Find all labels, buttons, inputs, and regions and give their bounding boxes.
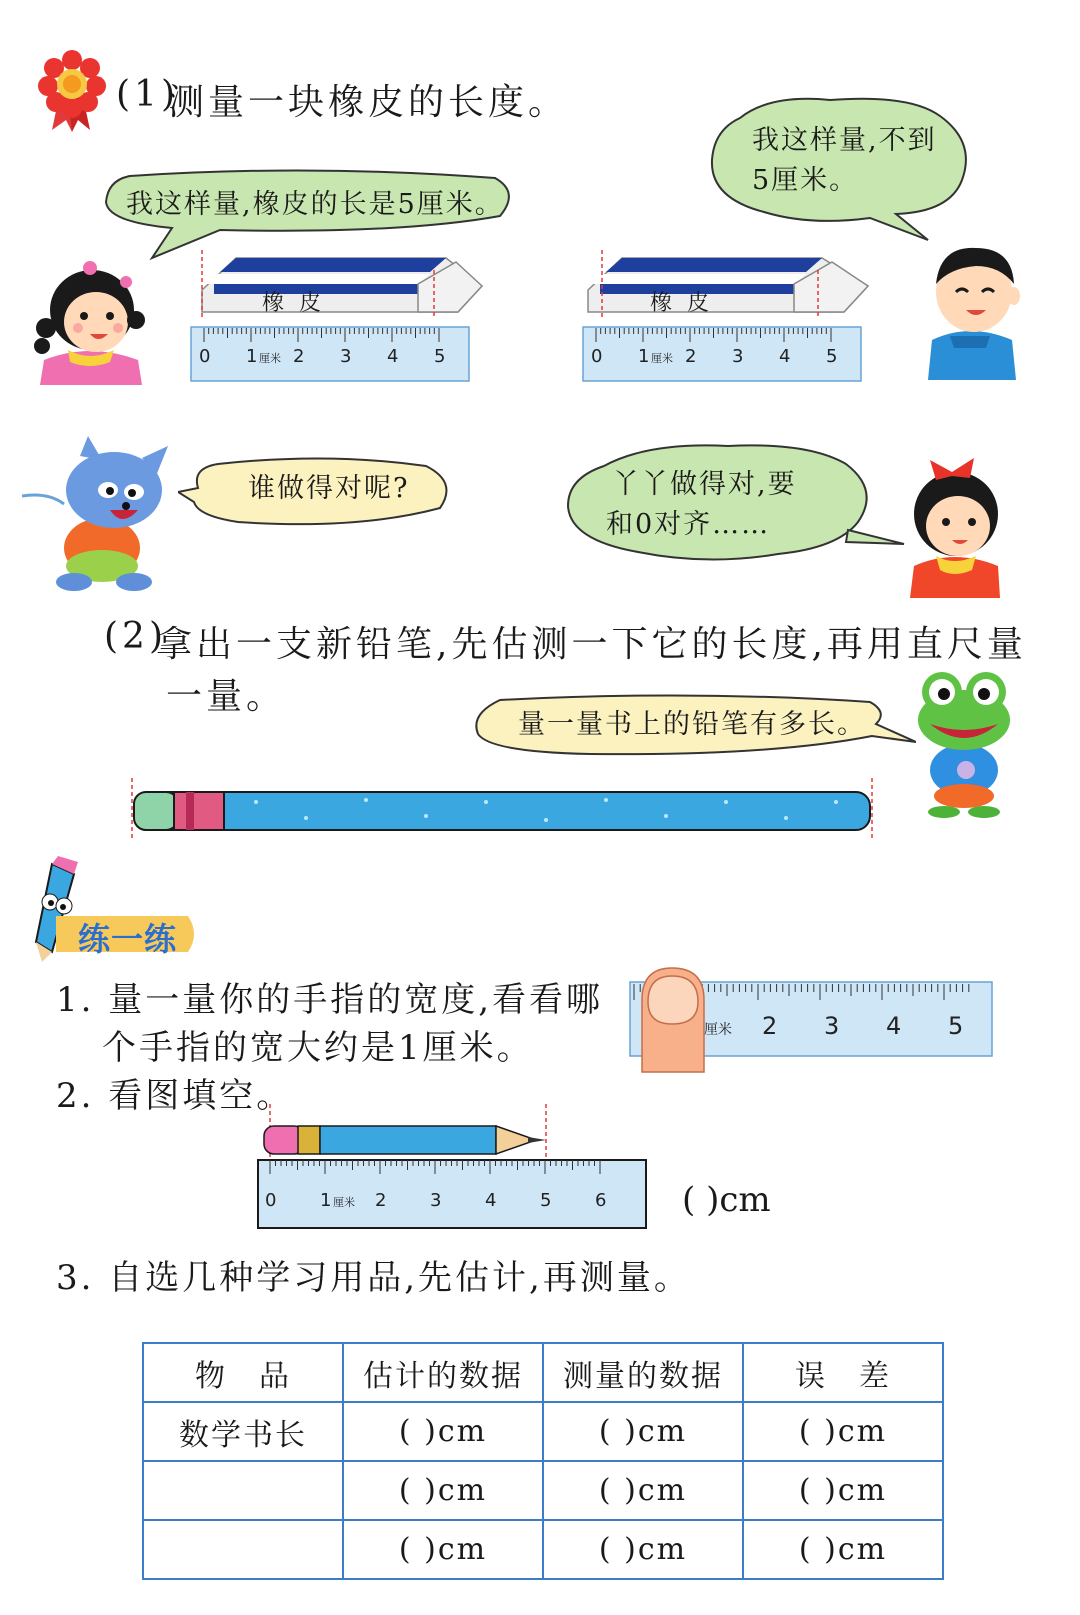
table-cell-estimate[interactable]: ( )cm [343, 1520, 543, 1579]
section1-label: (1) [116, 74, 179, 115]
table-header-cell: 误 差 [743, 1343, 943, 1402]
ruler-number: 5 [434, 346, 446, 367]
ruler-number: 6 [595, 1190, 607, 1211]
section2-title-line2: 一量。 [166, 676, 287, 717]
svg-text:3: 3 [824, 1012, 840, 1040]
long-pencil-illustration [126, 778, 882, 840]
mouse-character-illustration [18, 436, 178, 591]
svg-text:4: 4 [886, 1012, 902, 1040]
table-cell-item[interactable] [143, 1461, 343, 1520]
table-cell-measured[interactable]: ( )cm [543, 1402, 743, 1461]
ruler-unit-label: 厘米 [651, 352, 673, 365]
eraser-right-label: 橡 皮 [650, 291, 713, 316]
table-cell-measured[interactable]: ( )cm [543, 1520, 743, 1579]
table-header-cell: 测量的数据 [543, 1343, 743, 1402]
ruler-right [582, 326, 862, 382]
ruler-number: 5 [826, 346, 838, 367]
table-cell-estimate[interactable]: ( )cm [343, 1402, 543, 1461]
table-cell-error[interactable]: ( )cm [743, 1402, 943, 1461]
eraser-right-illustration [582, 250, 872, 320]
ruler-number: 2 [685, 346, 697, 367]
section1-title: 测量一块橡皮的长度。 [168, 82, 569, 123]
section2-title-line1: 拿出一支新铅笔,先估测一下它的长度,再用直尺量 [156, 624, 1027, 665]
ruler-number: 2 [293, 346, 305, 367]
short-pencil-illustration [258, 1104, 558, 1162]
section2-label: (2) [104, 616, 167, 657]
girl2-character-illustration [900, 448, 1010, 598]
ruler-number: 3 [732, 346, 744, 367]
girl2-speech-line1: 丫丫做得对,要 [612, 469, 797, 500]
boy-speech-line2: 5厘米。 [752, 165, 859, 196]
practice-q1-line1: 1. 量一量你的手指的宽度,看看哪 [56, 980, 604, 1020]
ruler-number: 0 [265, 1190, 277, 1211]
ruler-left [190, 326, 470, 382]
ruler-number: 4 [485, 1190, 497, 1211]
ruler-number: 3 [340, 346, 352, 367]
ruler-number: 1 [246, 346, 258, 367]
table-cell-measured[interactable]: ( )cm [543, 1461, 743, 1520]
practice-q3: 3. 自选几种学习用品,先估计,再测量。 [56, 1258, 691, 1298]
table-header-row [143, 1343, 943, 1402]
ruler-number: 1 [638, 346, 650, 367]
ruler-number: 4 [779, 346, 791, 367]
finger-ruler-illustration [626, 966, 996, 1076]
ruler-number: 3 [430, 1190, 442, 1211]
rosette-icon [38, 50, 106, 134]
boy-speech-line1: 我这样量,不到 [752, 125, 937, 156]
table-cell-estimate[interactable]: ( )cm [343, 1461, 543, 1520]
girl2-speech-line2: 和0对齐…… [606, 509, 771, 540]
ruler-number: 0 [199, 346, 211, 367]
practice-banner-title: 练一练 [78, 920, 178, 958]
ruler-unit-label: 厘米 [333, 1196, 355, 1209]
eraser-left-illustration [196, 250, 486, 320]
ruler-number: 5 [540, 1190, 552, 1211]
ruler-number: 1 [320, 1190, 332, 1211]
table-cell-error[interactable]: ( )cm [743, 1520, 943, 1579]
ruler-unit-label: 厘米 [259, 352, 281, 365]
svg-text:厘米: 厘米 [704, 1022, 732, 1038]
measurement-table [142, 1342, 944, 1580]
practice-q2-answer-blank[interactable]: ( )cm [682, 1180, 771, 1220]
ruler-number: 4 [387, 346, 399, 367]
ruler-number: 0 [591, 346, 603, 367]
eraser-left-label: 橡 皮 [262, 291, 325, 316]
table-cell-error[interactable]: ( )cm [743, 1461, 943, 1520]
girl-character-illustration [30, 250, 150, 385]
svg-text:2: 2 [762, 1012, 778, 1040]
table-row [143, 1520, 943, 1579]
frog-speech-text: 量一量书上的铅笔有多长。 [518, 709, 866, 740]
table-row [143, 1461, 943, 1520]
svg-text:5: 5 [948, 1012, 964, 1040]
table-header-cell: 估计的数据 [343, 1343, 543, 1402]
mouse-speech-text: 谁做得对呢? [248, 473, 410, 504]
table-cell-item[interactable]: 数学书长 [143, 1402, 343, 1461]
ruler-number: 2 [375, 1190, 387, 1211]
boy-character-illustration [920, 240, 1020, 380]
practice-q2: 2. 看图填空。 [56, 1076, 294, 1116]
table-header-cell: 物 品 [143, 1343, 343, 1402]
table-cell-item[interactable] [143, 1520, 343, 1579]
table-row [143, 1402, 943, 1461]
frog-character-illustration [908, 668, 1020, 818]
girl-speech-text: 我这样量,橡皮的长是5厘米。 [126, 189, 504, 220]
ruler-q2 [256, 1158, 648, 1230]
practice-q1-line2: 个手指的宽大约是1厘米。 [102, 1028, 534, 1068]
